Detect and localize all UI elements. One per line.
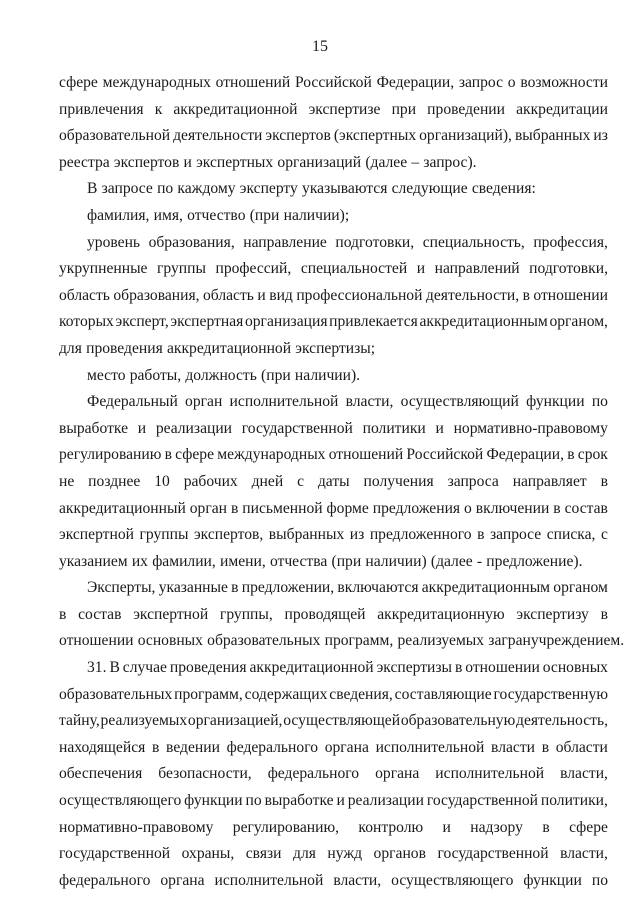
word: группы [139, 526, 189, 544]
word: органа [160, 871, 205, 889]
word: состав [564, 499, 608, 517]
text-line [59, 496, 608, 523]
word: эксперт, [115, 313, 169, 331]
word: осуществляющей [283, 712, 401, 730]
word: власти, [560, 765, 608, 783]
word: выбранных [514, 127, 591, 145]
word: органом, [549, 313, 608, 331]
word: предложенного [369, 526, 472, 544]
word: из [349, 526, 365, 544]
word: программ, [324, 632, 394, 650]
word: область [59, 286, 110, 304]
word: 10 [154, 472, 170, 490]
word: государственной [437, 845, 549, 863]
word: возможности [520, 74, 608, 91]
text-line [59, 735, 608, 762]
word: реализуемых [397, 632, 485, 650]
word: и [137, 419, 147, 437]
word: нужд [327, 845, 363, 863]
word: аккредитационную [377, 605, 505, 623]
word: предложении, [241, 579, 335, 597]
word: органов [373, 845, 426, 863]
word: отчество [187, 206, 246, 224]
word: ведении [166, 738, 220, 756]
word: в [600, 605, 608, 623]
text-line [59, 788, 608, 815]
word: из [593, 127, 608, 145]
word: письменной [242, 499, 323, 517]
word: проведении [427, 100, 505, 118]
word: по [157, 180, 174, 198]
word: образования, [148, 233, 235, 251]
text-line [59, 309, 608, 336]
word: выработке [264, 792, 334, 810]
word: орган [189, 499, 227, 517]
word: аккредитационным [419, 313, 548, 331]
word: состав [78, 605, 122, 623]
word: привлекается [329, 313, 418, 331]
word: обеспечения [59, 765, 143, 783]
word: подготовки, [529, 260, 608, 278]
text-line [59, 469, 608, 496]
text-line [59, 283, 608, 310]
word: имени, [220, 552, 266, 570]
word: Федерации, [486, 446, 565, 464]
word: аккредитационной [173, 100, 298, 118]
word: группы, [219, 605, 273, 623]
word: запросе [489, 526, 542, 544]
word: экспертных [196, 153, 274, 171]
word: область [203, 286, 254, 304]
word: международных [102, 74, 211, 91]
word: в [59, 605, 67, 623]
word: политики, [540, 792, 608, 810]
word: привлечения [59, 100, 144, 118]
paragraph [59, 363, 608, 390]
word: даты [317, 472, 350, 490]
word: запрос [458, 74, 503, 91]
word: аккредитации [516, 100, 608, 118]
word: контролю [358, 818, 424, 836]
word: и [257, 286, 266, 304]
word: образовательных [59, 685, 173, 703]
word: направляет [512, 472, 587, 490]
word: отношении [533, 286, 608, 304]
word: отношении [59, 632, 134, 650]
word: исполнительной [375, 738, 485, 756]
word: надзору [470, 818, 523, 836]
word: в [231, 579, 239, 597]
word: государственной [241, 419, 353, 437]
word: экспертизе [308, 100, 381, 118]
word: в [542, 818, 550, 836]
word: экспертной [133, 605, 209, 623]
word: наличии). [294, 366, 361, 384]
word: орган [185, 393, 223, 411]
word: органа [324, 738, 369, 756]
word: и [442, 818, 451, 836]
word: дней [251, 472, 284, 490]
word: проведения [169, 659, 247, 677]
word: находящейся [59, 738, 146, 756]
word: осуществляющего [391, 871, 514, 889]
page-number: 15 [312, 38, 328, 55]
word: в [541, 738, 550, 756]
word: (далее [430, 552, 473, 570]
word: отношений [328, 446, 404, 464]
text-line [59, 522, 608, 549]
word: эксперту [239, 180, 298, 198]
word: запрос). [423, 153, 477, 171]
word: (при [331, 552, 362, 570]
word: направлений [434, 260, 520, 278]
word: программ, [174, 685, 243, 703]
word: исполнительной [214, 871, 324, 889]
word: не [59, 472, 75, 490]
word: работы, [129, 366, 182, 384]
paragraph [59, 389, 608, 575]
word: случае [122, 659, 167, 677]
word: в [477, 526, 485, 544]
word: позднее [88, 472, 141, 490]
word: запросе [101, 180, 153, 198]
word: отчества [269, 552, 328, 570]
word: направление [243, 233, 327, 251]
word: для [59, 339, 82, 357]
word: получения [363, 472, 434, 490]
paragraph [59, 203, 608, 230]
word: отношении [465, 659, 540, 677]
word: экспертов [265, 127, 331, 145]
word: специальностей [300, 260, 408, 278]
word: охраны, [181, 845, 235, 863]
word: составляющие [394, 685, 492, 703]
word: экспертная [170, 313, 244, 331]
text-line [59, 123, 608, 150]
word: основных [542, 659, 608, 677]
word: аккредитационный [59, 499, 186, 517]
word: деятельности, [425, 286, 520, 304]
word: к [154, 100, 163, 118]
paragraph [59, 655, 608, 894]
word: реализуемых [100, 712, 188, 730]
word: по [245, 792, 262, 810]
word: тайну, [59, 712, 100, 730]
word: специальность, [422, 233, 525, 251]
word: осуществляющий [400, 393, 519, 411]
text-line [59, 363, 608, 390]
word: власти, [560, 845, 608, 863]
word: в [567, 446, 575, 464]
word: в [454, 659, 463, 677]
word: Российской [406, 446, 484, 464]
word: (экспертных [333, 127, 417, 145]
word: связи [245, 845, 282, 863]
word: наличии); [283, 206, 350, 224]
word: уровень [87, 233, 141, 251]
word: которых [59, 313, 114, 331]
word: В [87, 180, 98, 198]
word: указанные [158, 579, 228, 597]
word: реализации [155, 419, 233, 437]
word: выработке [59, 419, 129, 437]
word: профессия, [533, 233, 608, 251]
word: 31. [87, 659, 107, 677]
word: осуществляющего [59, 792, 182, 810]
word: (при [261, 366, 291, 384]
word: подготовки, [335, 233, 415, 251]
word: В [109, 659, 120, 677]
word: аккредитационной [166, 339, 292, 357]
word: фамилии, [152, 552, 216, 570]
word: в [151, 738, 160, 756]
word: Эксперты, [87, 579, 156, 597]
word: регулированию, [232, 818, 340, 836]
word: сфере [175, 446, 215, 464]
text-line [59, 549, 608, 576]
word: федерального [226, 738, 318, 756]
word: наличии) [365, 552, 427, 570]
text-line [59, 575, 608, 602]
word: власти, [345, 393, 394, 411]
word: сведения, [329, 685, 393, 703]
word: функции [184, 792, 243, 810]
word: в [164, 446, 172, 464]
paragraph [59, 70, 608, 176]
word: власти [491, 738, 535, 756]
word: для [293, 845, 316, 863]
word: проведения [86, 339, 163, 357]
paragraph [59, 176, 608, 203]
word: сфере [569, 818, 608, 836]
text-line [59, 682, 608, 709]
text-line [59, 761, 608, 788]
word: области [555, 738, 608, 756]
word: рабочих [183, 472, 238, 490]
word: организацией, [187, 712, 283, 730]
document-body [59, 70, 625, 894]
word: – [411, 153, 420, 171]
text-line [59, 628, 625, 655]
word: аккредитационной [249, 659, 374, 677]
word: срок [577, 446, 608, 464]
word: предложения [372, 499, 461, 517]
word: образовательных [207, 632, 321, 650]
word: включаются [337, 579, 419, 597]
word: организаций [277, 153, 362, 171]
word: профессиональной [296, 286, 423, 304]
word: фамилия, [87, 206, 150, 224]
word: образования, [113, 286, 200, 304]
text-line [59, 868, 608, 895]
paragraph [59, 575, 625, 655]
word: власти, [333, 871, 382, 889]
word: указанием [59, 552, 128, 570]
word: при [391, 100, 417, 118]
word: и [435, 419, 444, 437]
word: профессий, [215, 260, 292, 278]
word: с [297, 472, 304, 490]
word: реализации [347, 792, 424, 810]
word: о [464, 499, 472, 517]
word: основных [137, 632, 203, 650]
word: имя, [153, 206, 183, 224]
word: государственной [426, 792, 538, 810]
text-line [59, 230, 608, 257]
word: организация [244, 313, 328, 331]
word: федерального [59, 871, 151, 889]
paragraph [59, 230, 608, 363]
text-line [59, 336, 608, 363]
text-line [59, 97, 608, 124]
word: экспертов [113, 153, 180, 171]
word: Российской [294, 74, 372, 91]
word: аккредитационным [421, 579, 551, 597]
text-line [59, 256, 608, 283]
word: включении [475, 499, 550, 517]
word: группы [157, 260, 206, 278]
word: органа [375, 765, 420, 783]
word: исполнительной [435, 765, 545, 783]
text-line [59, 203, 608, 230]
word: выбранных [268, 526, 345, 544]
word: - [476, 552, 483, 570]
word: в [230, 499, 239, 517]
word: государственную [493, 685, 608, 703]
word: предложение). [486, 552, 583, 570]
word: проводящей [284, 605, 366, 623]
word: экспертизу [516, 605, 589, 623]
word: федерального [267, 765, 360, 783]
word: реестра [59, 153, 110, 171]
text-line [59, 841, 608, 868]
word: сфере [59, 74, 98, 91]
text-line [59, 176, 608, 203]
text-line [59, 442, 608, 469]
word: экспертной [59, 526, 134, 544]
word: экспертов, [193, 526, 264, 544]
word: международных [217, 446, 326, 464]
word: по [591, 393, 608, 411]
word: деятельность, [516, 712, 608, 730]
word: деятельности [173, 127, 263, 145]
word: образовательной [59, 127, 171, 145]
word: органом [553, 579, 608, 597]
word: Федерации, [376, 74, 455, 91]
word: (при [249, 206, 280, 224]
word: регулированию [59, 446, 162, 464]
word: о [507, 74, 516, 91]
word: нормативно-правовому [453, 419, 608, 437]
word: государственной [59, 845, 171, 863]
word: в [600, 472, 608, 490]
text-line [59, 416, 608, 443]
text-line [59, 150, 608, 177]
word: политики [362, 419, 426, 437]
word: загранучреждением. [488, 632, 625, 650]
word: форме [326, 499, 369, 517]
word: в [522, 286, 530, 304]
word: нормативно-правовому [59, 818, 214, 836]
text-line [59, 708, 608, 735]
text-line [59, 70, 608, 97]
word: вид [269, 286, 293, 304]
text-line [59, 389, 608, 416]
word: Федеральный [87, 393, 178, 411]
word: с [600, 526, 608, 544]
word: сведения: [471, 180, 536, 198]
text-line [59, 815, 608, 842]
word: функции [526, 393, 585, 411]
word: укрупненные [59, 260, 148, 278]
word: запроса [447, 472, 499, 490]
word: функции [523, 871, 582, 889]
word: безопасности, [158, 765, 252, 783]
word: экспертизы [376, 659, 453, 677]
text-line [59, 602, 608, 629]
word: и [416, 260, 426, 278]
word: каждому [177, 180, 236, 198]
text-line [59, 655, 608, 682]
word: в [553, 499, 561, 517]
word: образовательную [400, 712, 516, 730]
word: должность [185, 366, 257, 384]
word: указываются [302, 180, 388, 198]
word: (далее [365, 153, 408, 171]
word: экспертизы; [295, 339, 376, 357]
word: организаций), [419, 127, 512, 145]
word: и [336, 792, 345, 810]
word: исполнительной [229, 393, 339, 411]
word: и [183, 153, 192, 171]
word: содержащих [244, 685, 328, 703]
word: следующие [391, 180, 468, 198]
word: отношений [215, 74, 291, 91]
word: списка, [546, 526, 596, 544]
word: их [131, 552, 148, 570]
word: по [591, 871, 608, 889]
word: место [87, 366, 126, 384]
